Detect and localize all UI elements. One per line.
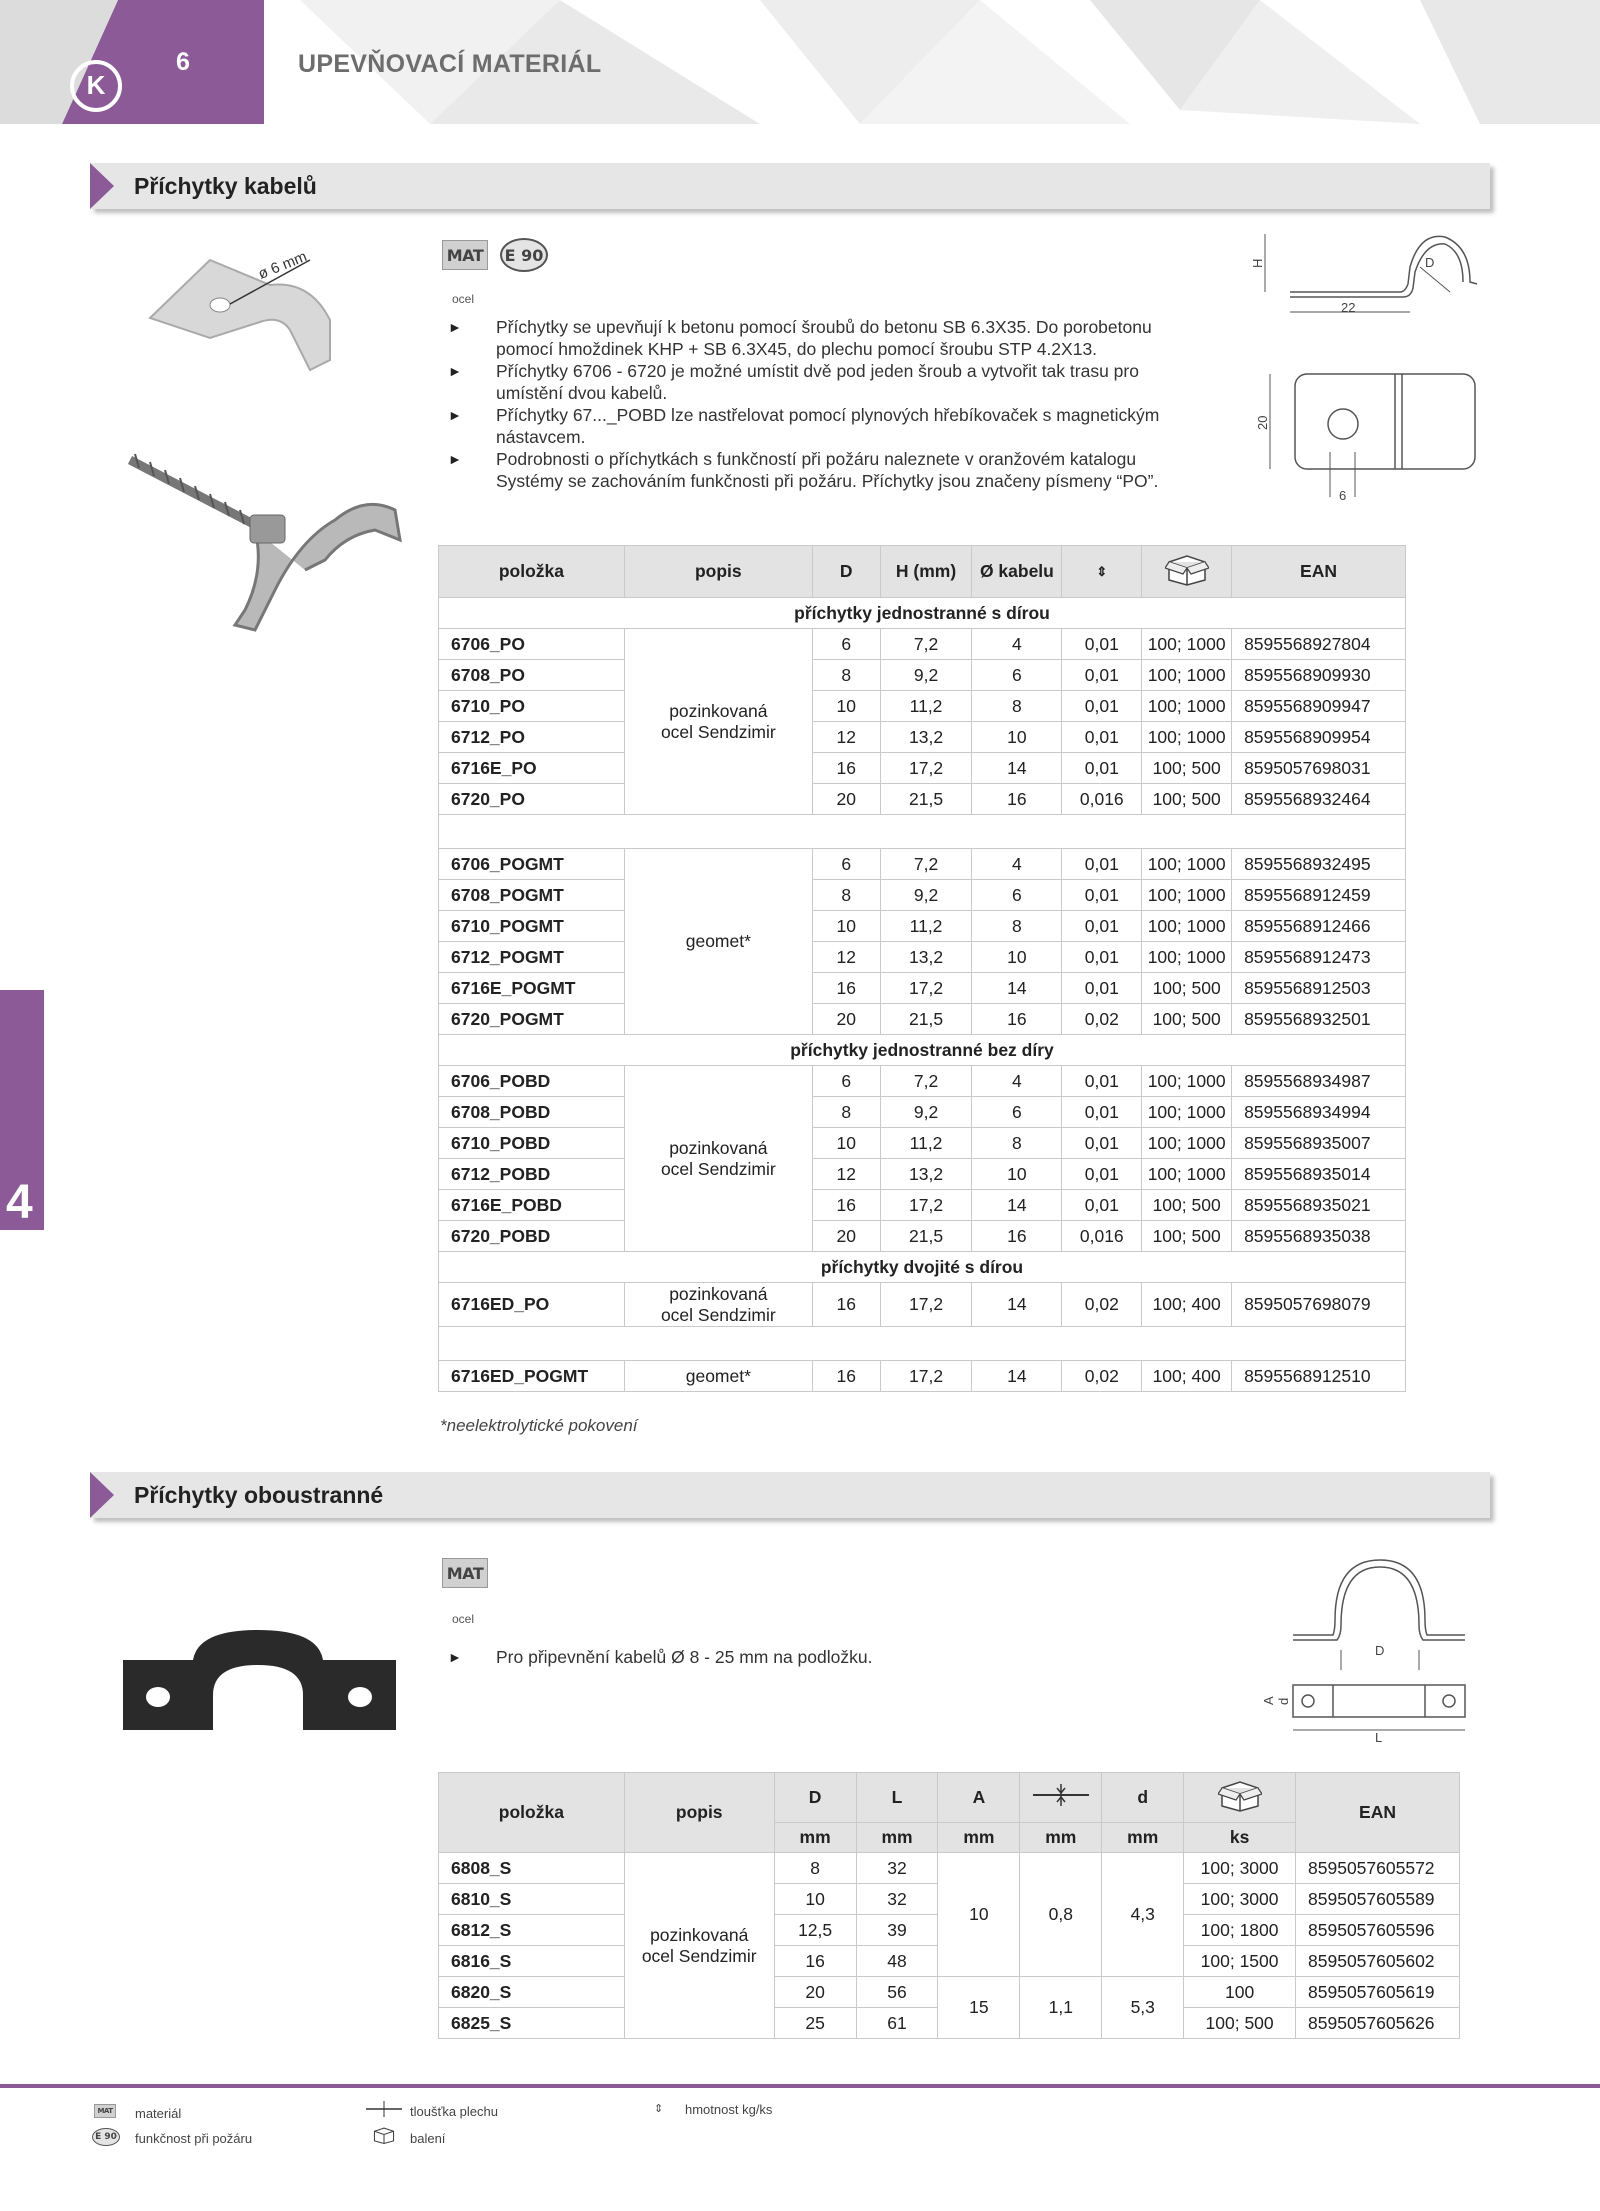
clip-photo <box>140 230 380 380</box>
cell-packaging: 100; 1000 <box>1142 691 1232 722</box>
cell-ean: 8595057605572 <box>1296 1853 1460 1884</box>
cell-cable: 8 <box>972 911 1062 942</box>
cell-ean: 8595568912503 <box>1232 973 1406 1004</box>
brand-logo <box>70 60 122 112</box>
cell-ean: 8595568912510 <box>1232 1361 1406 1392</box>
col-header: EAN <box>1296 1773 1460 1853</box>
cell-h: 13,2 <box>880 722 972 753</box>
item-code: 6720_POGMT <box>439 1004 625 1035</box>
description-cell: pozinkovaná ocel Sendzimir <box>624 1066 812 1252</box>
cell-d: 12 <box>812 942 880 973</box>
cell-h: 21,5 <box>880 784 972 815</box>
cell-cable: 14 <box>972 1283 1062 1327</box>
unit-cell: mm <box>856 1823 938 1853</box>
table-row <box>439 880 1406 911</box>
cell-weight: 0,01 <box>1062 849 1142 880</box>
item-code: 6712_PO <box>439 722 625 753</box>
cell-packaging: 100; 500 <box>1142 1190 1232 1221</box>
product-table <box>438 1772 1460 2039</box>
cell-d: 6 <box>812 629 880 660</box>
col-header: H (mm) <box>880 546 972 598</box>
cell-d: 6 <box>812 849 880 880</box>
table-row <box>439 942 1406 973</box>
cell-weight: 0,016 <box>1062 1221 1142 1252</box>
item-code: 6825_S <box>439 2008 625 2039</box>
section-marker <box>90 163 114 209</box>
dim-d: D <box>1425 255 1435 270</box>
cell-cable: 4 <box>972 849 1062 880</box>
section-title-bar <box>90 1472 1490 1518</box>
cell-packaging: 100; 400 <box>1142 1283 1232 1327</box>
table-body <box>439 598 1406 1392</box>
cell-weight: 0,01 <box>1062 1097 1142 1128</box>
page-title: UPEVŇOVACÍ MATERIÁL <box>298 50 602 78</box>
cell-d: 12 <box>812 1159 880 1190</box>
cell-h: 11,2 <box>880 911 972 942</box>
item-code: 6706_PO <box>439 629 625 660</box>
cell-ean: 8595568912473 <box>1232 942 1406 973</box>
col-header: položka <box>439 1773 625 1853</box>
table-row <box>439 1004 1406 1035</box>
col-header: L <box>856 1773 938 1823</box>
cell-weight: 0,01 <box>1062 973 1142 1004</box>
cell-d: 20 <box>812 1221 880 1252</box>
table-row <box>439 753 1406 784</box>
cell-weight: 0,01 <box>1062 880 1142 911</box>
cell-packaging: 100; 1000 <box>1142 660 1232 691</box>
item-code: 6716E_POGMT <box>439 973 625 1004</box>
chapter-number: 4 <box>6 1176 33 1229</box>
cell-d: 20 <box>774 1977 856 2008</box>
cell-cable: 4 <box>972 629 1062 660</box>
cell-ean: 8595568935014 <box>1232 1159 1406 1190</box>
col-header: popis <box>624 1773 774 1853</box>
item-code: 6710_PO <box>439 691 625 722</box>
table-row <box>439 973 1406 1004</box>
cell-h: 21,5 <box>880 1004 972 1035</box>
table-spacer-row <box>439 1327 1406 1361</box>
dim-hole: d <box>1276 1697 1291 1705</box>
unit-cell: mm <box>1020 1823 1102 1853</box>
cell-cable: 10 <box>972 722 1062 753</box>
cell-ean: 8595057605619 <box>1296 1977 1460 2008</box>
cell-h: 17,2 <box>880 1190 972 1221</box>
cell-h: 11,2 <box>880 1128 972 1159</box>
cell-d: 16 <box>812 753 880 784</box>
table-group-heading <box>439 598 1406 629</box>
cell-ean: 8595568932501 <box>1232 1004 1406 1035</box>
col-header: položka <box>439 546 625 598</box>
cell-d: 8 <box>812 1097 880 1128</box>
group-heading: příchytky dvojité s dírou <box>439 1252 1406 1283</box>
cell-packaging: 100; 500 <box>1142 1221 1232 1252</box>
col-header: EAN <box>1232 546 1406 598</box>
legend-packaging: balení <box>410 2131 446 2146</box>
cell-ean: 8595057605626 <box>1296 2008 1460 2039</box>
cell-cable: 8 <box>972 1128 1062 1159</box>
dim-22: 22 <box>1341 300 1356 315</box>
cell-ean: 8595568909930 <box>1232 660 1406 691</box>
header-background <box>0 0 1600 124</box>
cell-cable: 10 <box>972 1159 1062 1190</box>
cell-packaging: 100; 3000 <box>1184 1884 1296 1915</box>
item-code: 6710_POBD <box>439 1128 625 1159</box>
cell-d: 12,5 <box>774 1915 856 1946</box>
section-title: Příchytky kabelů <box>134 173 317 199</box>
cell-h: 17,2 <box>880 1283 972 1327</box>
cell-packaging: 100; 1000 <box>1142 880 1232 911</box>
cell-packaging: 100; 1000 <box>1142 911 1232 942</box>
cell-ean: 8595057605602 <box>1296 1946 1460 1977</box>
cell-packaging: 100; 400 <box>1142 1361 1232 1392</box>
weight-icon: ⇕ <box>1062 546 1142 598</box>
item-code: 6712_POBD <box>439 1159 625 1190</box>
cell-weight: 0,01 <box>1062 1066 1142 1097</box>
cell-packaging: 100; 500 <box>1142 1004 1232 1035</box>
page-header <box>0 0 1600 124</box>
cell-h: 9,2 <box>880 880 972 911</box>
double-clip-photo <box>118 1625 403 1735</box>
cell-a: 15 <box>938 1977 1020 2039</box>
item-code: 6812_S <box>439 1915 625 1946</box>
technical-drawing <box>1225 1545 1475 1745</box>
description-cell: geomet* <box>624 849 812 1035</box>
cell-cable: 6 <box>972 660 1062 691</box>
table-row <box>439 1853 1460 1884</box>
table-row <box>439 1977 1460 2008</box>
col-header: A <box>938 1773 1020 1823</box>
item-code: 6810_S <box>439 1884 625 1915</box>
cell-d: 8 <box>812 880 880 911</box>
group-heading: příchytky jednostranné s dírou <box>439 598 1406 629</box>
cell-packaging: 100; 1000 <box>1142 1128 1232 1159</box>
cell-packaging: 100; 1800 <box>1184 1915 1296 1946</box>
cell-h: 9,2 <box>880 1097 972 1128</box>
cell-cable: 8 <box>972 691 1062 722</box>
cell-packaging: 100; 500 <box>1142 973 1232 1004</box>
cell-l: 32 <box>856 1884 938 1915</box>
feature-list <box>448 316 1208 492</box>
cell-l: 48 <box>856 1946 938 1977</box>
table-header-row <box>439 1773 1460 1823</box>
cell-h: 21,5 <box>880 1221 972 1252</box>
dim-l: L <box>1375 1730 1383 1745</box>
dim-6: 6 <box>1339 488 1347 503</box>
table-spacer-row <box>439 815 1406 849</box>
spacer-cell <box>439 815 1406 849</box>
cell-ean: 8595568934987 <box>1232 1066 1406 1097</box>
cell-h: 13,2 <box>880 1159 972 1190</box>
table-row <box>439 1097 1406 1128</box>
cell-packaging: 100 <box>1184 1977 1296 2008</box>
table-row <box>439 1066 1406 1097</box>
cell-d: 12 <box>812 722 880 753</box>
cell-cable: 6 <box>972 880 1062 911</box>
legend-mat-badge: MAT <box>94 2104 116 2118</box>
dim-a: A <box>1261 1696 1276 1705</box>
cell-weight: 0,01 <box>1062 911 1142 942</box>
cell-packaging: 100; 1000 <box>1142 1159 1232 1190</box>
item-code: 6808_S <box>439 1853 625 1884</box>
table-row <box>439 1283 1406 1327</box>
cell-h: 7,2 <box>880 1066 972 1097</box>
material-badge: MAT <box>442 1558 488 1588</box>
cell-l: 56 <box>856 1977 938 2008</box>
cell-packaging: 100; 1000 <box>1142 942 1232 973</box>
cell-weight: 0,01 <box>1062 722 1142 753</box>
cell-weight: 0,01 <box>1062 942 1142 973</box>
thickness-icon <box>366 2101 402 2117</box>
item-code: 6716ED_PO <box>439 1283 625 1327</box>
item-code: 6716E_PO <box>439 753 625 784</box>
cell-d: 16 <box>812 1361 880 1392</box>
box-icon <box>372 2126 396 2144</box>
dim-h: H <box>1250 258 1265 268</box>
cell-ean: 8595568935021 <box>1232 1190 1406 1221</box>
page-number: 6 <box>176 48 190 76</box>
weight-icon: ⇕ <box>654 2103 664 2115</box>
cell-weight: 0,01 <box>1062 1128 1142 1159</box>
cell-packaging: 100; 500 <box>1142 753 1232 784</box>
unit-cell: mm <box>774 1823 856 1853</box>
table-row <box>439 784 1406 815</box>
cell-a: 10 <box>938 1853 1020 1977</box>
unit-cell: mm <box>938 1823 1020 1853</box>
list-item: ► Pro připevnění kabelů Ø 8 - 25 mm na podložku. <box>448 1646 1148 1668</box>
dim-d: D <box>1375 1643 1385 1658</box>
cell-weight: 0,01 <box>1062 660 1142 691</box>
item-code: 6708_POGMT <box>439 880 625 911</box>
list-item: ► Příchytky 67..._POBD lze nastřelovat pomocí plynových hřebíkovaček s magnetickým nástavcem. <box>448 404 1208 448</box>
cell-thickness: 0,8 <box>1020 1853 1102 1977</box>
cell-ean: 8595057698031 <box>1232 753 1406 784</box>
list-item: ► Příchytky se upevňují k betonu pomocí šroubů do betonu SB 6.3X35. Do porobetonu pomocí hmoždinek KHP + SB 6.3X45, do plechu pomocí šroubu STP 4.2X13. <box>448 316 1208 360</box>
cell-weight: 0,016 <box>1062 784 1142 815</box>
thickness-icon <box>1020 1773 1102 1823</box>
cell-h: 17,2 <box>880 1361 972 1392</box>
item-code: 6706_POBD <box>439 1066 625 1097</box>
cell-thickness: 1,1 <box>1020 1977 1102 2039</box>
col-header: popis <box>624 546 812 598</box>
cell-ean: 8595057605589 <box>1296 1884 1460 1915</box>
cell-l: 32 <box>856 1853 938 1884</box>
cell-d: 10 <box>812 911 880 942</box>
cell-packaging: 100; 1000 <box>1142 629 1232 660</box>
cell-ean: 8595057605596 <box>1296 1915 1460 1946</box>
table-header-row <box>439 546 1406 598</box>
description-cell: geomet* <box>624 1361 812 1392</box>
table-row <box>439 691 1406 722</box>
col-header <box>972 546 1062 598</box>
cell-cable: 4 <box>972 1066 1062 1097</box>
item-code: 6710_POGMT <box>439 911 625 942</box>
cell-packaging: 100; 1500 <box>1184 1946 1296 1977</box>
legend-fire-function: funkčnost při požáru <box>135 2131 253 2146</box>
legend-material: materiál <box>135 2106 182 2121</box>
material-badge: MAT <box>442 240 488 270</box>
cell-d: 25 <box>774 2008 856 2039</box>
cell-ean: 8595568912459 <box>1232 880 1406 911</box>
product-table <box>438 545 1406 1392</box>
cell-packaging: 100; 1000 <box>1142 722 1232 753</box>
cell-ean: 8595568932464 <box>1232 784 1406 815</box>
feature-list <box>448 1646 1148 1668</box>
item-code: 6816_S <box>439 1946 625 1977</box>
cell-hole: 4,3 <box>1102 1853 1184 1977</box>
cell-packaging: 100; 500 <box>1142 784 1232 815</box>
cell-ean: 8595568935038 <box>1232 1221 1406 1252</box>
cell-d: 6 <box>812 1066 880 1097</box>
cell-weight: 0,02 <box>1062 1361 1142 1392</box>
cell-cable: 14 <box>972 1361 1062 1392</box>
item-code: 6708_PO <box>439 660 625 691</box>
legend-e90-badge: E 90 <box>92 2128 120 2146</box>
cell-packaging: 100; 3000 <box>1184 1853 1296 1884</box>
cell-cable: 14 <box>972 753 1062 784</box>
cell-weight: 0,02 <box>1062 1283 1142 1327</box>
table-group-heading <box>439 1035 1406 1066</box>
cell-d: 16 <box>812 1283 880 1327</box>
item-code: 6712_POGMT <box>439 942 625 973</box>
table-row <box>439 1190 1406 1221</box>
unit-cell: mm <box>1102 1823 1184 1853</box>
cell-weight: 0,01 <box>1062 629 1142 660</box>
table-row <box>439 722 1406 753</box>
table-row <box>439 1361 1406 1392</box>
cell-h: 17,2 <box>880 973 972 1004</box>
col-header: d <box>1102 1773 1184 1823</box>
box-icon <box>1142 546 1232 598</box>
cell-l: 61 <box>856 2008 938 2039</box>
item-code: 6720_POBD <box>439 1221 625 1252</box>
cell-ean: 8595568912466 <box>1232 911 1406 942</box>
cell-h: 13,2 <box>880 942 972 973</box>
cell-d: 16 <box>812 973 880 1004</box>
material-label: ocel <box>452 292 475 306</box>
photo-dimension-label: ø 6 mm <box>255 248 310 283</box>
cell-cable: 16 <box>972 1004 1062 1035</box>
description-cell: pozinkovaná ocel Sendzimir <box>624 629 812 815</box>
cell-packaging: 100; 1000 <box>1142 849 1232 880</box>
section-title-bar <box>90 163 1490 209</box>
cell-cable: 16 <box>972 1221 1062 1252</box>
section-title: Příchytky oboustranné <box>134 1482 384 1508</box>
cell-ean: 8595568934994 <box>1232 1097 1406 1128</box>
cell-ean: 8595057698079 <box>1232 1283 1406 1327</box>
cell-d: 10 <box>812 1128 880 1159</box>
cell-cable: 14 <box>972 973 1062 1004</box>
cell-weight: 0,01 <box>1062 691 1142 722</box>
cell-d: 8 <box>774 1853 856 1884</box>
cell-cable: 16 <box>972 784 1062 815</box>
cell-weight: 0,02 <box>1062 1004 1142 1035</box>
logo-letter: K <box>86 70 106 100</box>
cell-weight: 0,01 <box>1062 753 1142 784</box>
item-code: 6708_POBD <box>439 1097 625 1128</box>
cell-h: 11,2 <box>880 691 972 722</box>
fire-function-badge: E 90 <box>500 238 548 272</box>
cell-ean: 8595568909947 <box>1232 691 1406 722</box>
cell-ean: 8595568932495 <box>1232 849 1406 880</box>
cell-cable: 14 <box>972 1190 1062 1221</box>
table-body <box>439 1853 1460 2039</box>
list-item: ► Příchytky 6706 - 6720 je možné umístit dvě pod jeden šroub a vytvořit tak trasu pro umístění dvou kabelů. <box>448 360 1208 404</box>
cell-l: 39 <box>856 1915 938 1946</box>
dim-20: 20 <box>1255 415 1270 430</box>
description-cell: pozinkovaná ocel Sendzimir <box>624 1853 774 2039</box>
chapter-tab <box>0 990 44 1230</box>
col-header-text: Ø kabelu <box>979 561 1054 581</box>
box-icon <box>1184 1773 1296 1823</box>
cell-d: 10 <box>774 1884 856 1915</box>
cell-d: 10 <box>812 691 880 722</box>
table-row <box>439 1159 1406 1190</box>
cell-ean: 8595568909954 <box>1232 722 1406 753</box>
item-code: 6820_S <box>439 1977 625 2008</box>
cell-h: 9,2 <box>880 660 972 691</box>
cell-d: 16 <box>774 1946 856 1977</box>
table-group-heading <box>439 1252 1406 1283</box>
table-row <box>439 629 1406 660</box>
table-row <box>439 911 1406 942</box>
cell-packaging: 100; 1000 <box>1142 1066 1232 1097</box>
cell-d: 8 <box>812 660 880 691</box>
cell-cable: 10 <box>972 942 1062 973</box>
technical-drawing <box>1245 222 1485 512</box>
footnote: *neelektrolytické pokovení <box>440 1416 638 1435</box>
cell-hole: 5,3 <box>1102 1977 1184 2039</box>
col-header: D <box>774 1773 856 1823</box>
section-marker <box>90 1472 114 1518</box>
legend-weight: hmotnost kg/ks <box>685 2102 773 2117</box>
clip-screw-photo <box>125 440 405 640</box>
unit-cell: ks <box>1184 1823 1296 1853</box>
table-row <box>439 1128 1406 1159</box>
item-code: 6716ED_POGMT <box>439 1361 625 1392</box>
cell-d: 20 <box>812 784 880 815</box>
cell-packaging: 100; 500 <box>1184 2008 1296 2039</box>
table-row <box>439 1221 1406 1252</box>
table-row <box>439 660 1406 691</box>
col-header: D <box>812 546 880 598</box>
footer-divider <box>0 2084 1600 2088</box>
list-item: ► Podrobnosti o příchytkách s funkčností při požáru naleznete v oranžovém katalogu Systémy se zachováním funkčnosti při požáru. Příchytky jsou značeny písmeny “PO”. <box>448 448 1208 492</box>
description-cell: pozinkovaná ocel Sendzimir <box>624 1283 812 1327</box>
cell-h: 7,2 <box>880 849 972 880</box>
legend-thickness: tloušťka plechu <box>410 2104 498 2119</box>
cell-d: 16 <box>812 1190 880 1221</box>
table-row <box>439 849 1406 880</box>
cell-weight: 0,01 <box>1062 1159 1142 1190</box>
item-code: 6720_PO <box>439 784 625 815</box>
spacer-cell <box>439 1327 1406 1361</box>
cell-d: 20 <box>812 1004 880 1035</box>
cell-ean: 8595568927804 <box>1232 629 1406 660</box>
cell-weight: 0,01 <box>1062 1190 1142 1221</box>
cell-cable: 6 <box>972 1097 1062 1128</box>
material-label: ocel <box>452 1612 475 1626</box>
cell-ean: 8595568935007 <box>1232 1128 1406 1159</box>
item-code: 6716E_POBD <box>439 1190 625 1221</box>
cell-h: 17,2 <box>880 753 972 784</box>
group-heading: příchytky jednostranné bez díry <box>439 1035 1406 1066</box>
cell-h: 7,2 <box>880 629 972 660</box>
cell-packaging: 100; 1000 <box>1142 1097 1232 1128</box>
item-code: 6706_POGMT <box>439 849 625 880</box>
